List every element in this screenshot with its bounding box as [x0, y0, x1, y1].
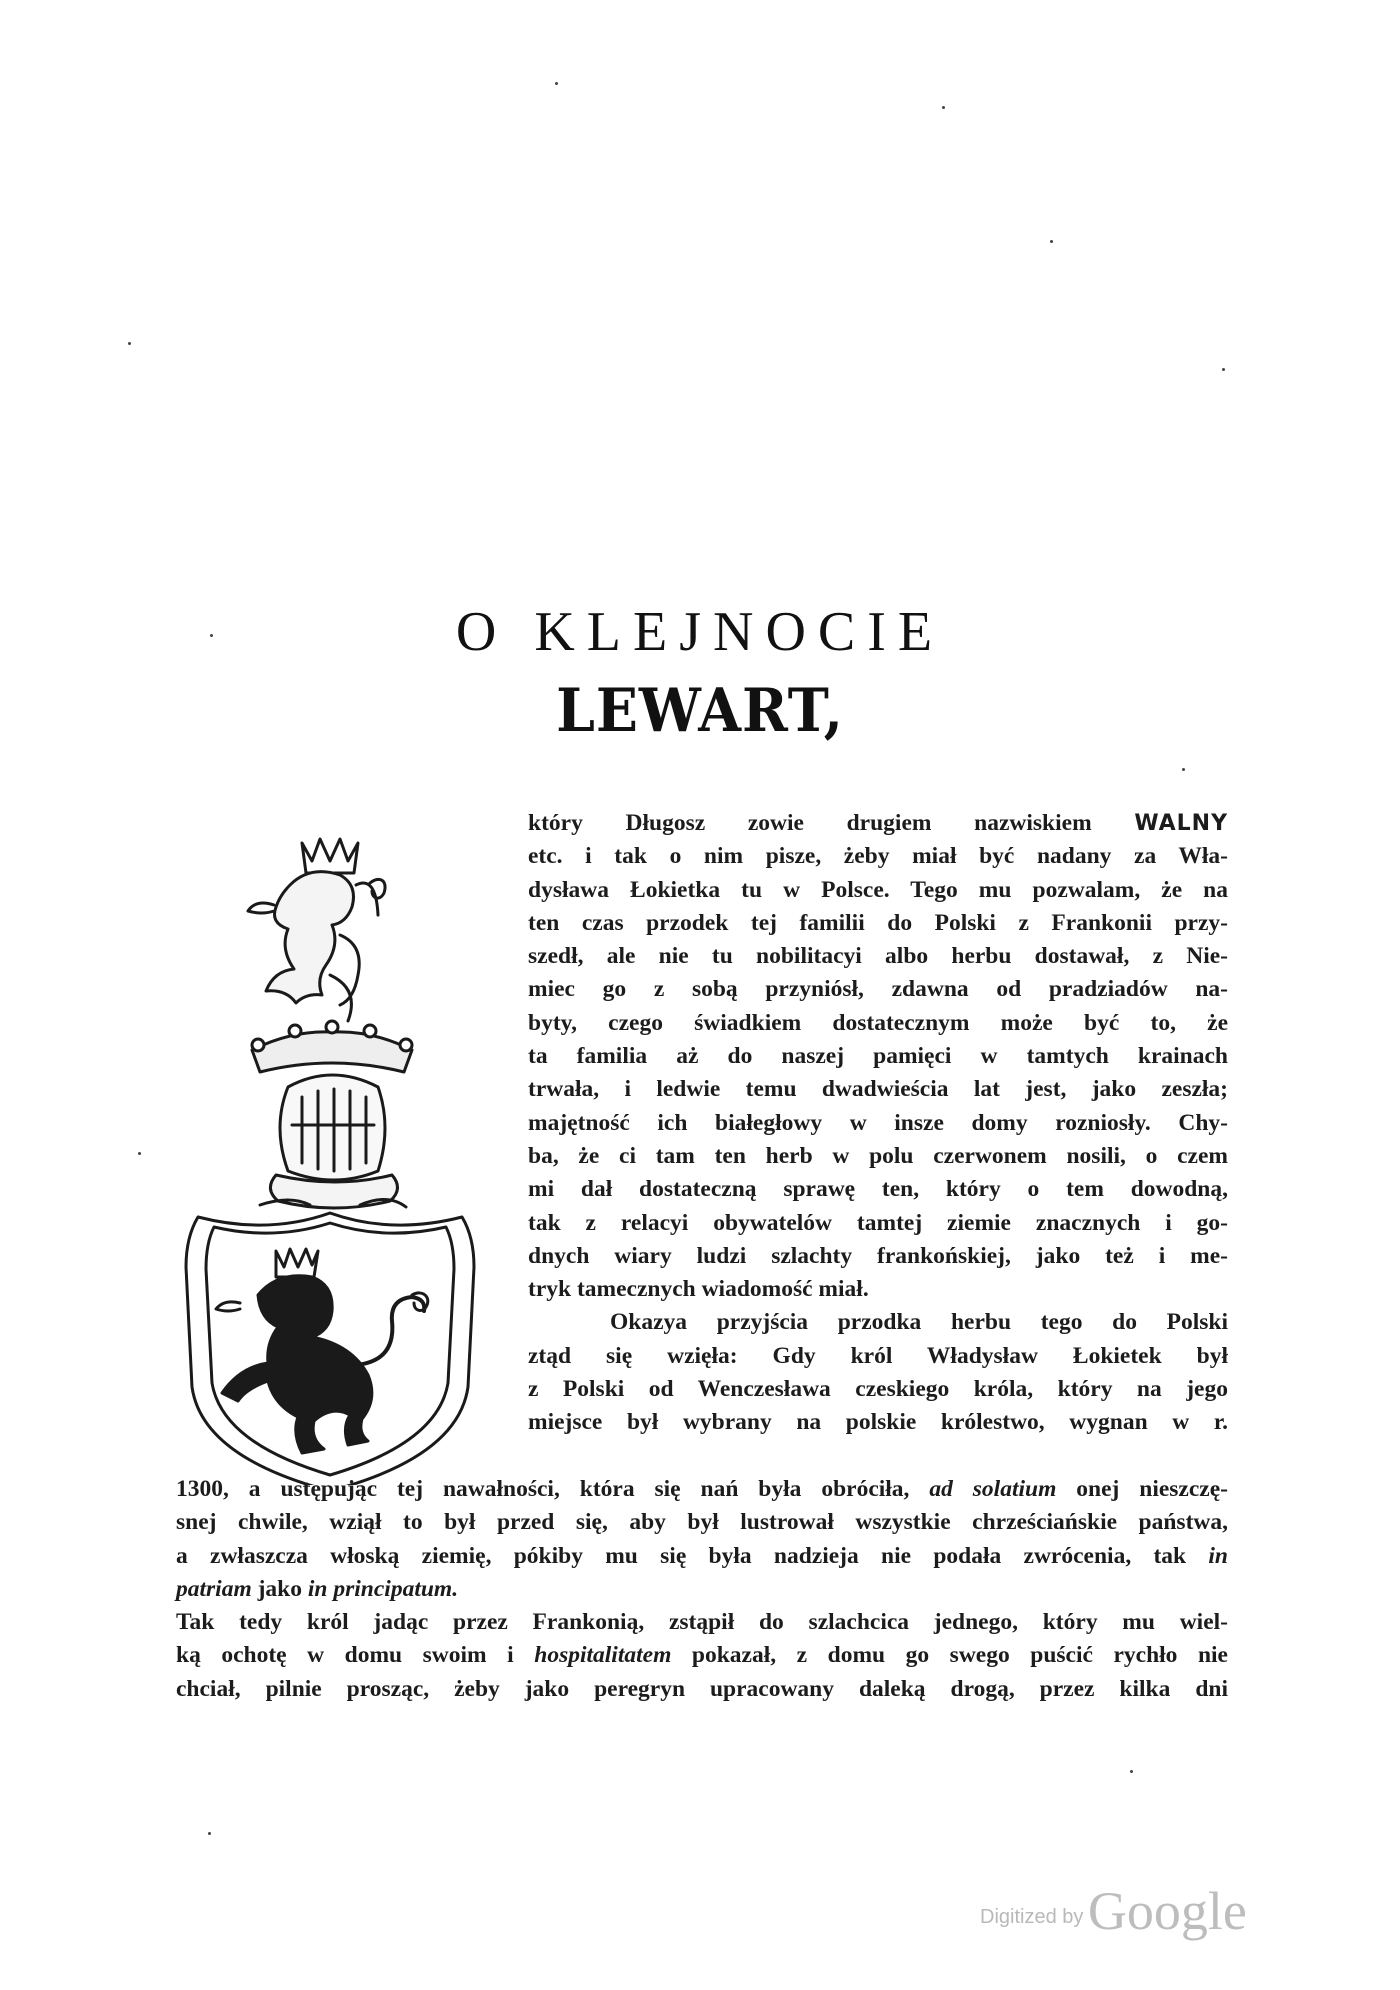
text-run: ta familia aż do naszej pamięci w tamtych krainach — [528, 1043, 1228, 1070]
text-line — [528, 1340, 1228, 1373]
digitized-label: Digitized by — [980, 1906, 1084, 1928]
page-subtitle: LEWART, — [556, 676, 844, 746]
text-line — [528, 1173, 1228, 1206]
body-text-column — [528, 807, 1228, 1440]
text-line — [528, 1306, 1228, 1339]
text-run: ką ochotę w domu swoim i — [176, 1642, 535, 1669]
text-run: byty, czego świadkiem dostatecznym może być to, że — [528, 1009, 1228, 1036]
italic-phrase: hospitalitatem — [534, 1642, 672, 1669]
text-run: dysława Łokietka tu w Polsce. Tego mu pozwalam, że na — [528, 876, 1228, 903]
text-line — [176, 1573, 1228, 1606]
text-line — [176, 1673, 1228, 1706]
text-line — [528, 1007, 1228, 1040]
text-line — [176, 1506, 1228, 1539]
text-line — [528, 840, 1228, 873]
text-line — [528, 1373, 1228, 1406]
text-run: miejsce był wybrany na polskie królestwo, wygnan w r. — [528, 1409, 1228, 1436]
text-line — [176, 1473, 1228, 1506]
italic-phrase: ad solatium — [929, 1476, 1057, 1502]
emphasized-name: WALNY — [1134, 811, 1228, 836]
text-run: chciał, pilnie prosząc, żeby jako peregryn upracowany daleką drogą, przez kilka dni — [176, 1675, 1228, 1702]
digitized-by-google-watermark — [980, 1880, 1247, 1942]
text-line — [528, 1107, 1228, 1140]
text-run: etc. i tak o nim pisze, żeby miał być nadany za Wła- — [528, 843, 1228, 870]
text-line — [528, 940, 1228, 973]
text-run: majętność ich białegłowy w insze domy rozniosły. Chy- — [528, 1109, 1228, 1136]
text-run: z Polski od Wenczesława czeskiego króla, który na jego — [528, 1376, 1228, 1403]
text-run: ba, że ci tam ten herb w polu czerwonem nosili, o czem — [528, 1142, 1228, 1169]
body-text-full-width — [176, 1473, 1228, 1706]
text-line — [528, 1140, 1228, 1173]
text-run: ten czas przodek tej familii do Polski z Frankonii przy- — [528, 909, 1228, 936]
text-line — [528, 1273, 1228, 1306]
google-logo-text: Google — [1087, 1881, 1247, 1941]
page-title: O KLEJNOCIE — [455, 601, 945, 663]
text-line — [176, 1606, 1228, 1639]
text-run: Tak tedy król jadąc przez Frankonią, zstąpił do szlachcica jednego, który mu wiel- — [176, 1609, 1228, 1636]
text-line — [528, 1240, 1228, 1273]
text-line — [528, 874, 1228, 907]
text-line — [528, 1406, 1228, 1439]
text-run: tak z relacyi obywatelów tamtej ziemie znacznych i go- — [528, 1209, 1228, 1236]
text-run: 1300, a ustępując tej nawałności, która się nań była obróciła, — [176, 1476, 930, 1502]
text-run: mi dał dostateczną sprawę ten, który o tem dowodną, — [528, 1176, 1228, 1203]
text-run: tryk tamecznych wiadomość miał. — [528, 1276, 869, 1303]
text-run: jako — [251, 1575, 308, 1602]
text-line — [528, 1073, 1228, 1106]
text-run: dnych wiary ludzi szlachty frankońskiej, jako też i me- — [528, 1242, 1228, 1269]
text-line — [528, 907, 1228, 940]
text-line — [528, 1207, 1228, 1240]
text-line — [528, 973, 1228, 1006]
italic-phrase: patriam — [176, 1575, 252, 1602]
coat-of-arms-illustration — [180, 825, 480, 1485]
text-run: onej nieszczę- — [1056, 1476, 1228, 1502]
text-run: ztąd się wzięła: Gdy król Władysław Łokietek był — [528, 1342, 1228, 1369]
text-line — [176, 1639, 1228, 1672]
text-run: a zwłaszcza włoską ziemię, pókiby mu się była nadzieja nie podała zwrócenia, tak — [176, 1542, 1209, 1569]
text-run: Okazya przyjścia przodka herbu tego do Polski — [610, 1309, 1228, 1336]
italic-phrase: in — [1208, 1542, 1228, 1569]
text-run: szedł, ale nie tu nobilitacyi albo herbu dostawał, z Nie- — [528, 943, 1228, 970]
text-run: pokazał, z domu go swego puścić rychło nie — [671, 1642, 1228, 1669]
italic-phrase: in principatum. — [307, 1575, 459, 1602]
text-run: snej chwile, wziął to był przed się, aby był lustrował wszystkie chrześciańskie państwa, — [176, 1509, 1228, 1536]
text-line — [528, 1040, 1228, 1073]
text-run: który Długosz zowie drugiem nazwiskiem — [528, 810, 1135, 836]
text-line — [176, 1540, 1228, 1573]
text-run: miec go z sobą przyniósł, zdawna od pradziadów na- — [528, 976, 1228, 1003]
text-run: trwała, i ledwie temu dwadwieścia lat jest, jako zeszła; — [528, 1076, 1228, 1103]
text-line — [528, 807, 1228, 840]
